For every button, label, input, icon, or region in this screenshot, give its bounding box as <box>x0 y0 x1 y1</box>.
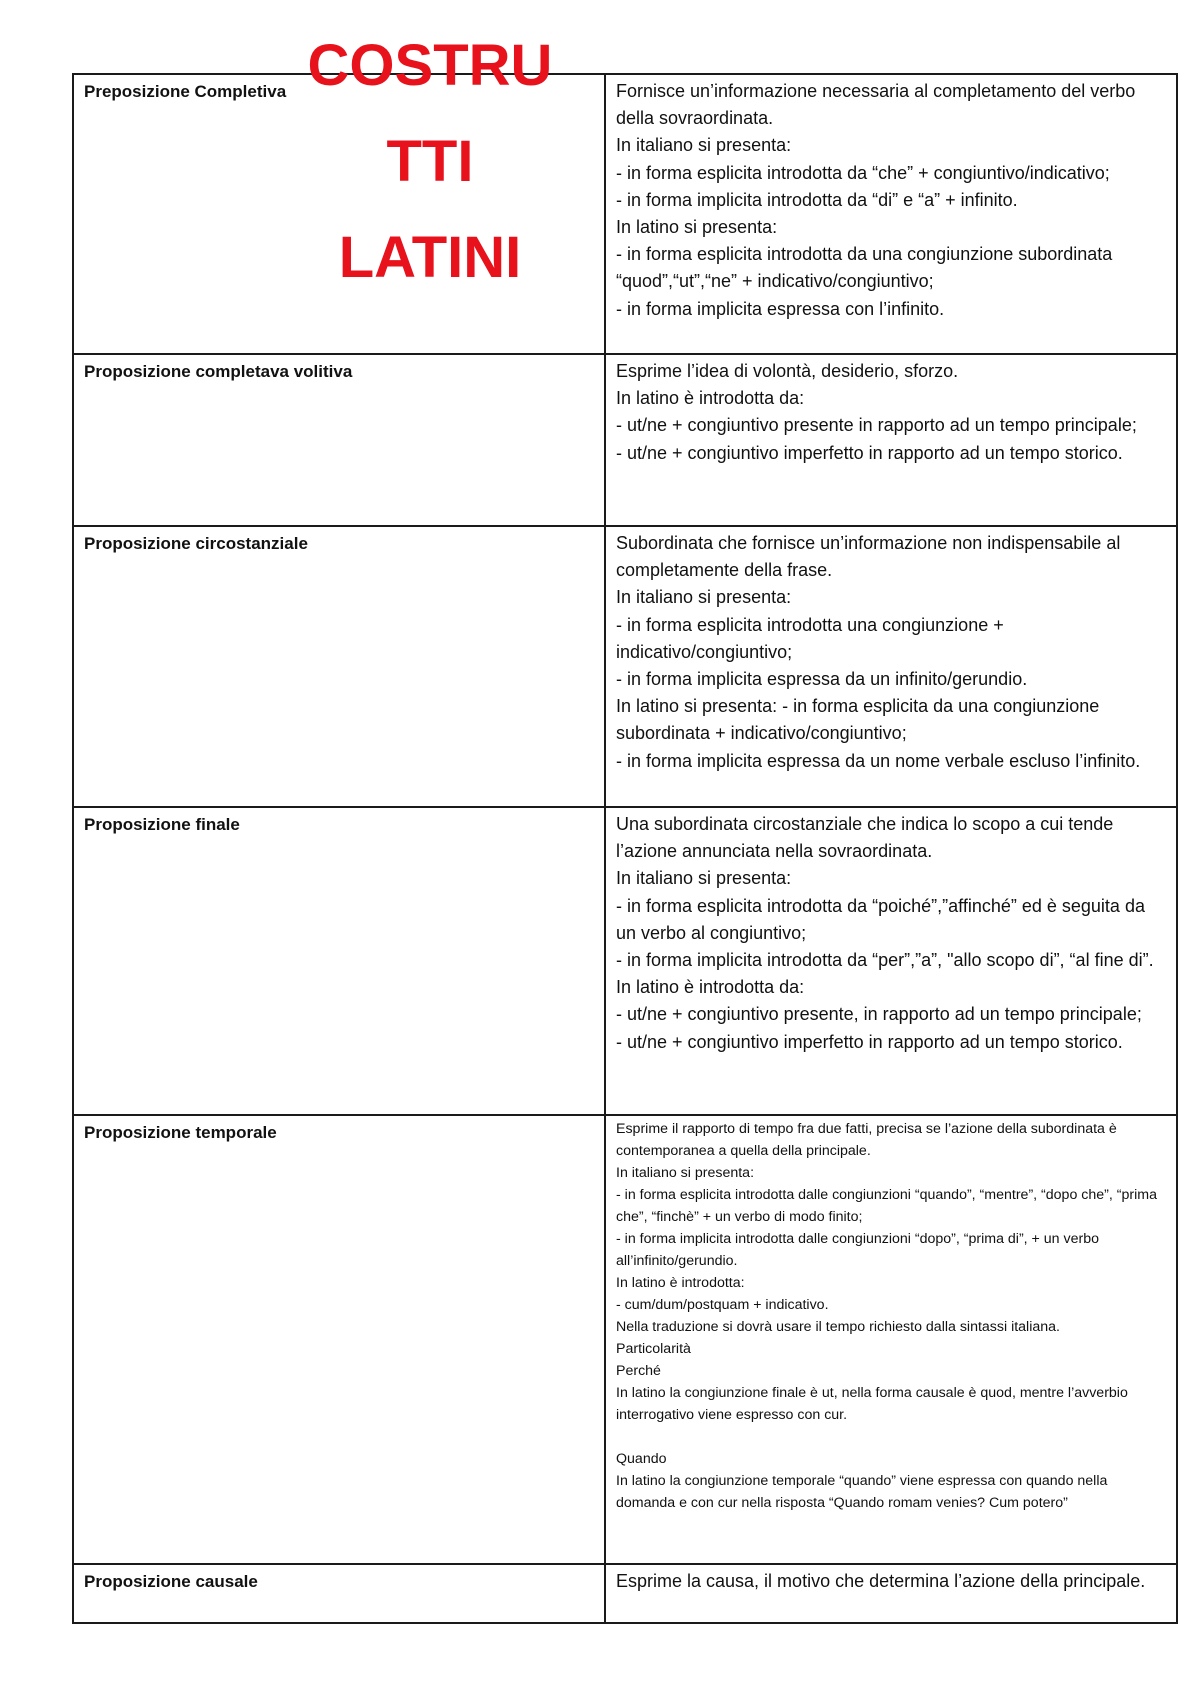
title-line-3: LATINI <box>338 225 522 290</box>
term-cell: Proposizione causale <box>73 1564 605 1623</box>
description-line: Perché <box>616 1363 661 1379</box>
term-cell: Proposizione circostanziale <box>73 526 605 807</box>
description-cell <box>605 1564 1177 1623</box>
description-line: - ut/ne + congiuntivo imperfetto in rapporto ad un tempo storico. <box>616 1031 1123 1052</box>
description-line: Nella traduzione si dovrà usare il tempo richiesto dalla sintassi italiana. <box>616 1319 1060 1335</box>
term-cell: Preposizione Completiva <box>73 74 605 354</box>
term-cell: Proposizione completava volitiva <box>73 354 605 526</box>
description-cell <box>605 807 1177 1115</box>
description-line: In latino la congiunzione temporale “quando” viene espressa con quando nella domanda e con cur nella risposta “Quando romam venies? Cum potero” <box>616 1473 1108 1511</box>
description-line: - in forma esplicita introdotta da una congiunzione subordinata “quod”,“ut”,“ne” + indicativo/congiuntivo; <box>616 244 1113 292</box>
description-line: In italiano si presenta: <box>616 1165 755 1181</box>
description-line: In latino è introdotta: <box>616 1275 745 1291</box>
description-line: Fornisce un’informazione necessaria al completamento del verbo della sovraordinata. <box>616 81 1136 129</box>
description-cell <box>605 526 1177 807</box>
table-row <box>73 1564 1177 1623</box>
description-line: In latino si presenta: - in forma esplicita da una congiunzione subordinata + indicativo/congiuntivo; <box>616 696 1100 744</box>
table-row <box>73 74 1177 354</box>
title-line-2: TTI <box>386 129 474 194</box>
description-line: - cum/dum/postquam + indicativo. <box>616 1297 829 1313</box>
description-line: Esprime l’idea di volontà, desiderio, sforzo. <box>616 361 959 381</box>
description-line: - in forma implicita espressa da un infinito/gerundio. <box>616 669 1028 690</box>
description-line: In latino è introdotta da: <box>616 977 805 998</box>
description-line: - in forma implicita espressa da un nome verbale escluso l’infinito. <box>616 750 1141 771</box>
description-line: In latino si presenta: <box>616 217 778 238</box>
description-line: - ut/ne + congiuntivo presente in rapporto ad un tempo principale; <box>616 415 1137 436</box>
description-cell <box>605 74 1177 354</box>
description-line: In italiano si presenta: <box>616 868 792 889</box>
description-line: In italiano si presenta: <box>616 587 792 608</box>
description-cell <box>605 354 1177 526</box>
table-row <box>73 354 1177 526</box>
description-line: - in forma esplicita introdotta dalle congiunzioni “quando”, “mentre”, “dopo che”, “prima che”, “finchè” + un verbo di modo finito; <box>616 1187 1157 1225</box>
description-line: Subordinata che fornisce un’informazione non indispensabile al completamente della frase. <box>616 533 1121 581</box>
description-line: In latino è introdotta da: <box>616 388 805 409</box>
term-cell: Proposizione finale <box>73 807 605 1115</box>
description-line: Quando <box>616 1451 667 1467</box>
table-row <box>73 807 1177 1115</box>
blank-line <box>616 1426 1166 1448</box>
description-line: Esprime il rapporto di tempo fra due fatti, precisa se l’azione della subordinata è contemporanea a quella della principale. <box>616 1121 1117 1159</box>
description-line: Una subordinata circostanziale che indica lo scopo a cui tende l’azione annunciata nella sovraordinata. <box>616 814 1114 862</box>
description-line: - in forma esplicita introdotta una congiunzione + indicativo/congiuntivo; <box>616 614 1004 662</box>
description-line: In italiano si presenta: <box>616 135 792 156</box>
description-line: - ut/ne + congiuntivo presente, in rapporto ad un tempo principale; <box>616 1004 1142 1025</box>
description-line: Particolarità <box>616 1341 691 1357</box>
description-line: - ut/ne + congiuntivo imperfetto in rapporto ad un tempo storico. <box>616 442 1123 463</box>
description-line: - in forma implicita espressa con l’infinito. <box>616 298 945 319</box>
table-row <box>73 1115 1177 1564</box>
table-row <box>73 526 1177 807</box>
description-line: - in forma implicita introdotta dalle congiunzioni “dopo”, “prima di”, + un verbo all’infinito/gerundio. <box>616 1231 1099 1269</box>
description-line: Esprime la causa, il motivo che determina l’azione della principale. <box>616 1571 1146 1591</box>
description-line: - in forma implicita introdotta da “di” e “a” + infinito. <box>616 189 1018 210</box>
description-cell <box>605 1115 1177 1564</box>
term-cell: Proposizione temporale <box>73 1115 605 1564</box>
description-line: - in forma esplicita introdotta da “che” + congiuntivo/indicativo; <box>616 162 1110 183</box>
description-line: - in forma implicita introdotta da “per”,”a”, "allo scopo di”, “al fine di”. <box>616 950 1154 971</box>
description-line: - in forma esplicita introdotta da “poiché”,”affinché” ed è seguita da un verbo al congiuntivo; <box>616 895 1145 943</box>
title-line-1: COSTRU <box>307 33 553 98</box>
syntax-table <box>72 73 1178 1624</box>
description-line: In latino la congiunzione finale è ut, nella forma causale è quod, mentre l’avverbio interrogativo viene espresso con cur. <box>616 1385 1128 1423</box>
